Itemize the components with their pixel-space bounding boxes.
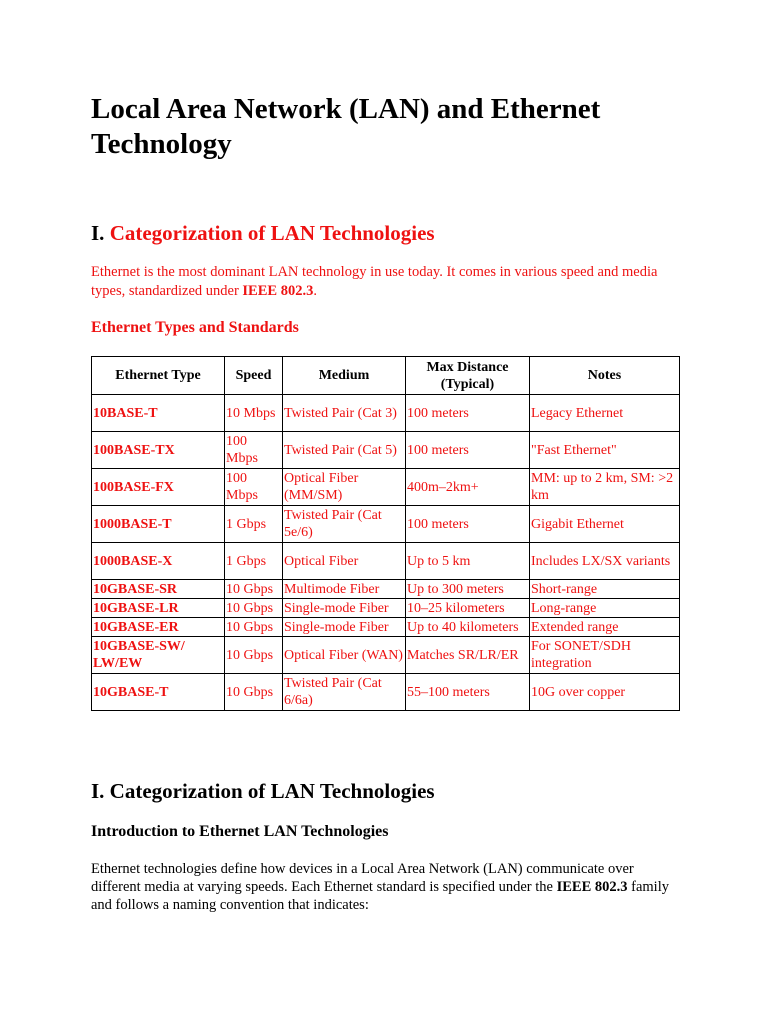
cell-notes: MM: up to 2 km, SM: >2 km <box>530 469 680 506</box>
cell-type: 100BASE-FX <box>92 469 225 506</box>
cell-notes: 10G over copper <box>530 674 680 711</box>
body-standard: IEEE 802.3 <box>556 879 628 895</box>
ethernet-standards-table <box>91 356 680 711</box>
cell-distance: Matches SR/LR/ER <box>406 637 530 674</box>
cell-distance: 100 meters <box>406 506 530 543</box>
cell-speed: 10 Gbps <box>225 580 283 599</box>
col-header-speed: Speed <box>225 357 283 395</box>
cell-type: 10GBASE-LR <box>92 599 225 618</box>
cell-medium: Optical Fiber (WAN) <box>283 637 406 674</box>
cell-distance: 100 meters <box>406 395 530 432</box>
cell-medium: Multimode Fiber <box>283 580 406 599</box>
cell-notes: Includes LX/SX variants <box>530 543 680 580</box>
table-row <box>92 618 680 637</box>
table-row <box>92 506 680 543</box>
cell-medium: Single-mode Fiber <box>283 618 406 637</box>
cell-speed: 1 Gbps <box>225 506 283 543</box>
table-subheading: Ethernet Types and Standards <box>91 319 299 336</box>
table-row <box>92 599 680 618</box>
cell-distance: 100 meters <box>406 432 530 469</box>
cell-medium: Twisted Pair (Cat 5) <box>283 432 406 469</box>
cell-distance: 55–100 meters <box>406 674 530 711</box>
cell-type: 1000BASE-X <box>92 543 225 580</box>
table-row <box>92 637 680 674</box>
section-title: Categorization of LAN Technologies <box>109 221 435 245</box>
col-header-notes: Notes <box>530 357 680 395</box>
table-row <box>92 580 680 599</box>
table-header-row <box>92 357 680 395</box>
cell-distance: 10–25 kilometers <box>406 599 530 618</box>
intro-standard: IEEE 802.3 <box>242 283 314 299</box>
col-header-type: Ethernet Type <box>92 357 225 395</box>
cell-medium: Optical Fiber <box>283 543 406 580</box>
cell-notes: Gigabit Ethernet <box>530 506 680 543</box>
cell-type: 10GBASE-SR <box>92 580 225 599</box>
cell-speed: 100 Mbps <box>225 432 283 469</box>
body-end: family and follows a naming convention that indicates: <box>91 879 669 913</box>
section-heading-1 <box>91 220 435 246</box>
cell-notes: "Fast Ethernet" <box>530 432 680 469</box>
cell-notes: Legacy Ethernet <box>530 395 680 432</box>
cell-type: 100BASE-TX <box>92 432 225 469</box>
cell-medium: Single-mode Fiber <box>283 599 406 618</box>
cell-type: 10GBASE-SW/ LW/EW <box>92 637 225 674</box>
cell-speed: 10 Gbps <box>225 599 283 618</box>
cell-speed: 1 Gbps <box>225 543 283 580</box>
cell-notes: Long-range <box>530 599 680 618</box>
col-header-distance: Max Distance (Typical) <box>406 357 530 395</box>
page-title: Local Area Network (LAN) and Ethernet Technology <box>91 93 601 160</box>
section-heading-2: I. Categorization of LAN Technologies <box>91 779 435 803</box>
cell-speed: 10 Mbps <box>225 395 283 432</box>
section-number: I. <box>91 221 105 245</box>
cell-medium: Twisted Pair (Cat 3) <box>283 395 406 432</box>
cell-distance: Up to 300 meters <box>406 580 530 599</box>
cell-medium: Twisted Pair (Cat 6/6a) <box>283 674 406 711</box>
cell-type: 10BASE-T <box>92 395 225 432</box>
cell-distance: 400m–2km+ <box>406 469 530 506</box>
cell-notes: For SONET/SDH integration <box>530 637 680 674</box>
table-row <box>92 469 680 506</box>
col-header-medium: Medium <box>283 357 406 395</box>
table-row <box>92 674 680 711</box>
cell-medium: Optical Fiber (MM/SM) <box>283 469 406 506</box>
cell-type: 10GBASE-T <box>92 674 225 711</box>
table-row <box>92 395 680 432</box>
cell-medium: Twisted Pair (Cat 5e/6) <box>283 506 406 543</box>
cell-speed: 10 Gbps <box>225 618 283 637</box>
cell-speed: 10 Gbps <box>225 674 283 711</box>
cell-type: 10GBASE-ER <box>92 618 225 637</box>
intro-subheading: Introduction to Ethernet LAN Technologies <box>91 823 389 840</box>
table-row <box>92 543 680 580</box>
body-text: Ethernet technologies define how devices in a Local Area Network (LAN) communicate over different media at varying speeds. Each Ethernet standard is specified under the <box>91 861 634 895</box>
table-row <box>92 432 680 469</box>
cell-notes: Extended range <box>530 618 680 637</box>
cell-type: 1000BASE-T <box>92 506 225 543</box>
cell-speed: 100 Mbps <box>225 469 283 506</box>
cell-notes: Short-range <box>530 580 680 599</box>
cell-distance: Up to 5 km <box>406 543 530 580</box>
cell-distance: Up to 40 kilometers <box>406 618 530 637</box>
intro-paragraph <box>91 263 677 301</box>
body-paragraph <box>91 860 677 914</box>
cell-speed: 10 Gbps <box>225 637 283 674</box>
intro-end: . <box>313 283 317 299</box>
intro-text: Ethernet is the most dominant LAN technology in use today. It comes in various speed and media types, standardized under <box>91 264 658 299</box>
